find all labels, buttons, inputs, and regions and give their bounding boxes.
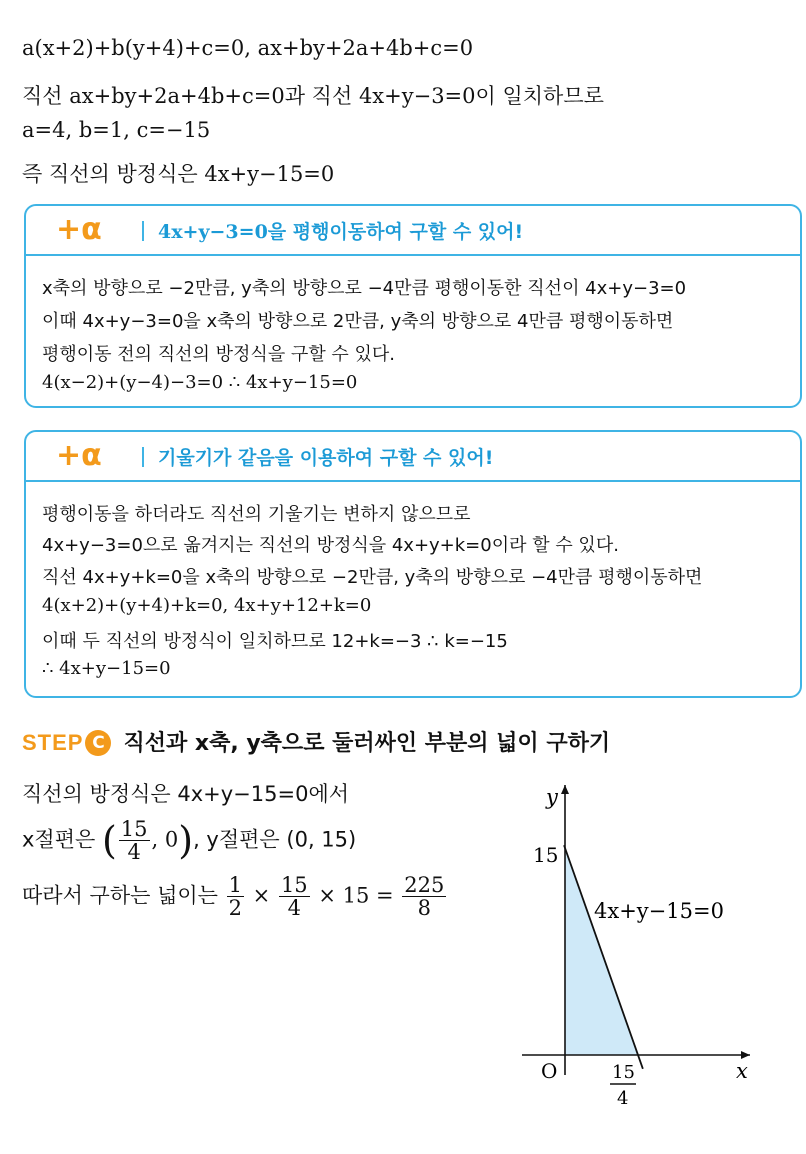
x-axis-label: x: [736, 1059, 748, 1083]
tip-line: 이때 두 직선의 방정식이 일치하므로 12+k=−3 ∴ k=−15: [42, 631, 508, 652]
paren: ): [178, 818, 194, 863]
origin-label: O: [541, 1059, 558, 1083]
text: 따라서 구하는 넓이는: [22, 883, 225, 908]
tip-line: 4(x+2)+(y+4)+k=0, 4x+y+12+k=0: [42, 595, 372, 616]
text: 과 직선: [284, 84, 359, 108]
step-label: STEP: [22, 730, 84, 755]
equation-line-1: a(x+2)+b(y+4)+c=0, ax+by+2a+4b+c=0: [22, 36, 474, 60]
tip-line: 평행이동을 하더라도 직선의 기울기는 변하지 않으므로: [42, 504, 471, 525]
step-title: 직선과 x축, y축으로 둘러싸인 부분의 넓이 구하기: [123, 731, 611, 756]
text: , y절편은 (0, 15): [193, 827, 357, 852]
y-intercept-label: 15: [533, 843, 559, 867]
numerator: 1: [228, 873, 242, 897]
tip-line: ∴ 4x+y−15=0: [42, 658, 171, 679]
plus-alpha-badge: +α: [56, 212, 102, 247]
equation: ax+by+2a+4b+c=0: [69, 84, 285, 108]
equation: 4x+y−15=0: [204, 162, 335, 186]
equation: 4x+y−3=0: [358, 84, 476, 108]
tip-box-title: 기울기가 같음을 이용하여 구할 수 있어!: [158, 447, 494, 469]
tip-line: 4x+y−3=0으로 옮겨지는 직선의 방정식을 4x+y+k=0이라 할 수 있다.: [42, 535, 619, 556]
text: 을 평행이동하여 구할 수 있어!: [267, 221, 524, 243]
text: 직선: [22, 84, 70, 108]
numerator: 15: [280, 873, 308, 897]
tip-line: x축의 방향으로 −2만큼, y축의 방향으로 −4만큼 평행이동한 직선이 4x+y−3=0: [42, 278, 687, 299]
tip-line: 이때 4x+y−3=0을 x축의 방향으로 2만큼, y축의 방향으로 4만큼 평행이동하면: [42, 311, 674, 332]
x-intercept-denominator: 4: [617, 1088, 629, 1109]
denominator: 8: [417, 896, 432, 920]
equation: 4x+y−3=0: [158, 221, 268, 243]
paren: (: [101, 818, 117, 863]
text: × 15 =: [311, 883, 401, 908]
y-axis-label: y: [546, 785, 558, 809]
denominator: 4: [127, 840, 141, 864]
text: ×: [245, 883, 277, 908]
denominator: 4: [287, 896, 301, 920]
line-equation-label: 4x+y−15=0: [594, 899, 724, 923]
text: 즉 직선의 방정식은: [22, 162, 205, 186]
denominator: 2: [228, 896, 242, 920]
step-letter-badge: C: [85, 730, 111, 756]
tip-line: 4(x−2)+(y−4)−3=0 ∴ 4x+y−15=0: [42, 372, 358, 393]
tip-line: 직선 4x+y+k=0을 x축의 방향으로 −2만큼, y축의 방향으로 −4만큼 평행이동하면: [42, 567, 703, 588]
text: 이 일치하므로: [475, 84, 604, 108]
numerator: 15: [120, 817, 148, 841]
coefficient-values: a=4, b=1, c=−15: [22, 118, 211, 142]
x-intercept-numerator: 15: [612, 1062, 635, 1083]
numerator: 225: [404, 873, 445, 897]
text: , 0: [151, 827, 179, 852]
tip-line: 평행이동 전의 직선의 방정식을 구할 수 있다.: [42, 344, 396, 365]
plus-alpha-badge: +α: [56, 438, 102, 473]
solution-line-1: 직선의 방정식은 4x+y−15=0에서: [22, 782, 350, 806]
text: x절편은: [22, 827, 102, 852]
